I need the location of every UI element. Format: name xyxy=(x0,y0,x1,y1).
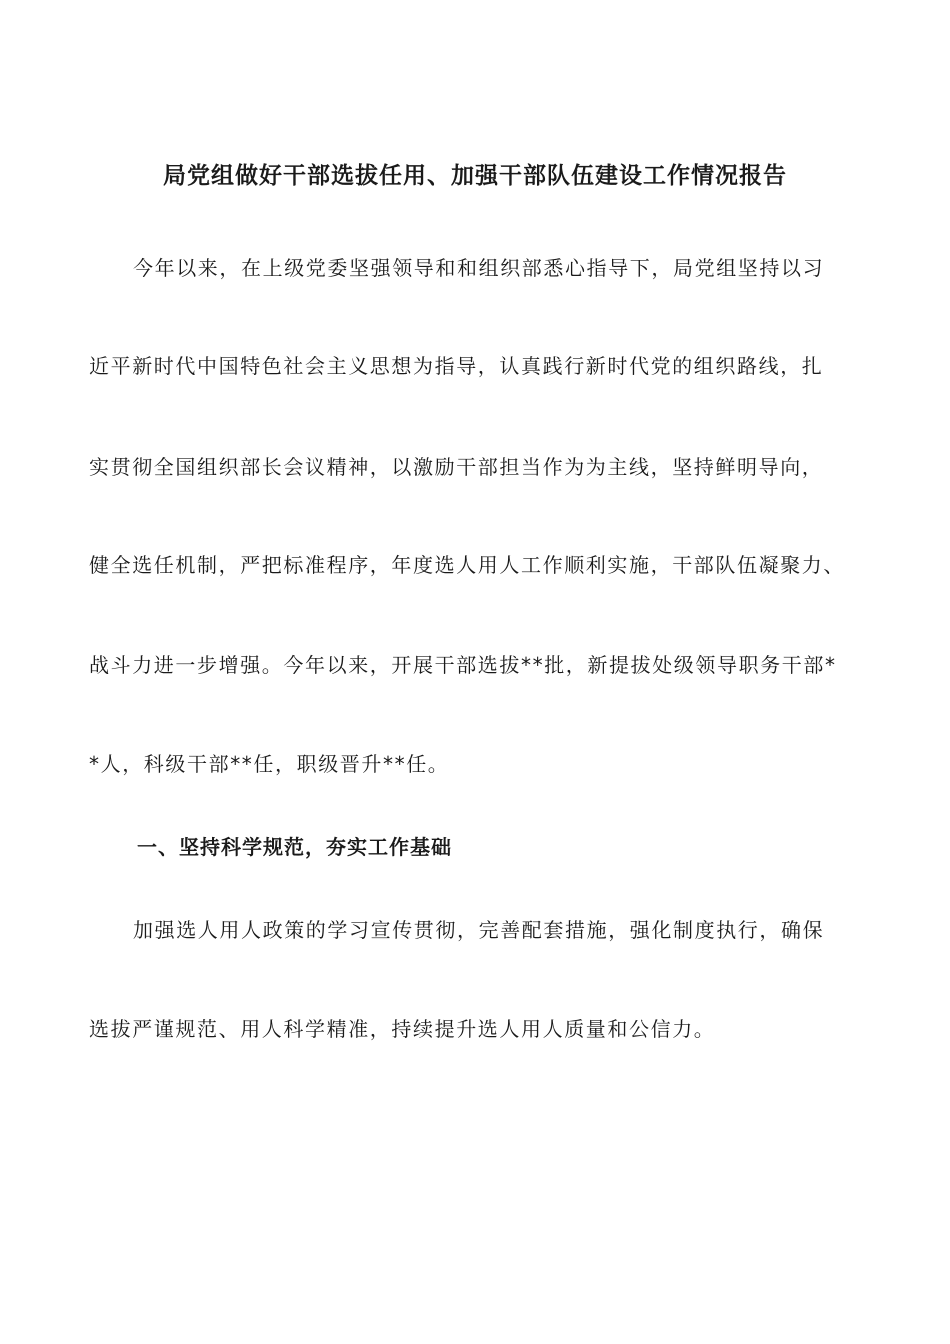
paragraph-1-line-3: 实贯彻全国组织部长会议精神，以激励干部担当作为为主线，坚持鲜明导向， xyxy=(89,455,824,479)
paragraph-1-line-2: 近平新时代中国特色社会主义思想为指导，认真践行新时代党的组织路线，扎 xyxy=(89,354,824,378)
paragraph-1-line-5: 战斗力进一步增强。今年以来，开展干部选拔**批，新提拔处级领导职务干部* xyxy=(89,653,837,677)
paragraph-1-line-1: 今年以来，在上级党委坚强领导和和组织部悉心指导下，局党组坚持以习 xyxy=(133,256,825,280)
paragraph-2-line-2: 选拔严谨规范、用人科学精准，持续提升选人用人质量和公信力。 xyxy=(89,1017,716,1041)
paragraph-1-line-6: *人，科级干部**任，职级晋升**任。 xyxy=(89,752,450,776)
section-heading-1: 一、坚持科学规范，夯实工作基础 xyxy=(137,835,452,859)
document-title: 局党组做好干部选拔任用、加强干部队伍建设工作情况报告 xyxy=(163,163,787,189)
paragraph-2-line-1: 加强选人用人政策的学习宣传贯彻，完善配套措施，强化制度执行，确保 xyxy=(133,918,825,942)
paragraph-1-line-4: 健全选任机制，严把标准程序，年度选人用人工作顺利实施，干部队伍凝聚力、 xyxy=(89,553,845,577)
